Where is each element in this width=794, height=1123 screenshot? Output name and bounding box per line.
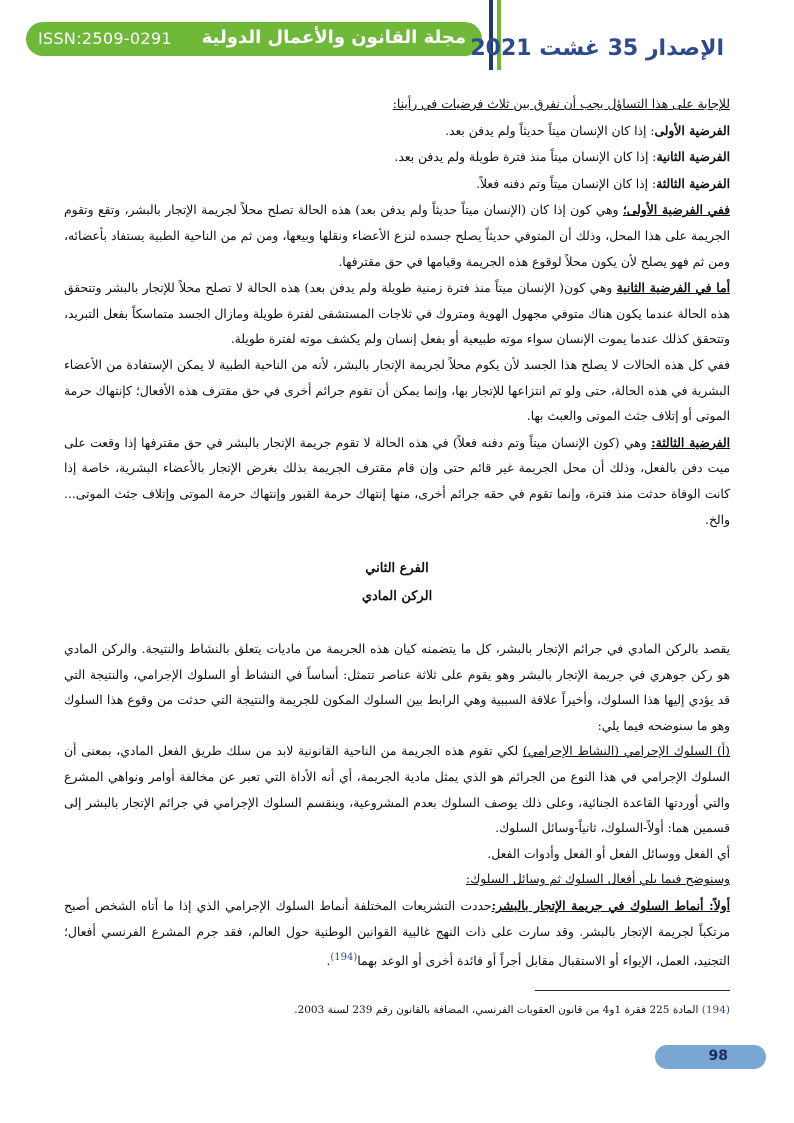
text-run: وهي (كون الإنسان ميتاً وتم دفنه فعلاً) في هذه الحالة لا تقوم جريمة الإتجار بالبشر في حق مقترفها إذا وقعت على ميت دفن بالفعل، وذلك أن محل الجريمة غير قائم حتى وإن قام مقترف الجريمة بذلك بغرض الإتجار بالأعضاء البشرية، خاصة إذا كانت الوفاة حدثت منذ فترة، وإنما تقوم في حقه جرائم أخرى، منها إنتهاك حرمة القبور وإنتهاك حرمة الموتى وإتلاف جثث الموتى... والخ.: [64, 435, 730, 527]
text-run: أولاً: أنماط السلوك في جريمة الإتجار بالبشر:: [491, 898, 730, 914]
footnote-number: (194): [701, 1004, 730, 1016]
page-number: 98: [708, 1048, 728, 1064]
paragraph-group-2: [64, 637, 730, 975]
page-number-badge: [655, 1045, 766, 1069]
paragraph: [64, 739, 730, 841]
article-body: [64, 92, 730, 975]
text-run: لكي تقوم هذه الجريمة من الناحية القانونية لابد من سلك طريق الفعل المادي، بمعنى أن السلوك الإجرامي في هذا النوع من الجرائم هو الذي يمثل مادية الجريمة، أي أنه الأداة التي تعبر عن مخالفة أوامر ونواهي المشرع والتي أوردتها القاعدة الجنائية، وعلى ذلك يوصف السلوك بعدم المشروعية، وينقسم السلوك الإجرامي في جرائم الإتجار بالبشر إلى قسمين هما: أولاً-السلوك، ثانياً-وسائل السلوك.: [64, 744, 730, 836]
section-heading-title: الركن المادي: [361, 589, 433, 605]
text-run: للإجابة على هذا التساؤل يجب أن نفرق بين ثلاث فرضيات في رأينا:: [392, 97, 730, 111]
text-run: أي الفعل ووسائل الفعل أو الفعل وأدوات الفعل.: [487, 846, 730, 861]
issue-label: الإصدار 35 غشت 2021: [470, 36, 724, 61]
text-run: أما في الفرضية الثانية: [616, 280, 730, 296]
paragraph: [64, 197, 730, 275]
text-run: : إذا كان الإنسان ميتاً منذ فترة طويلة ولم يدفن بعد.: [394, 150, 657, 165]
text-run: الفرضية الثانية: [656, 149, 730, 165]
journal-title: مجلة القانون والأعمال الدولية: [201, 27, 466, 48]
text-run: الفرضية الثالثة:: [651, 434, 730, 450]
paragraph: [64, 353, 730, 430]
footnote-separator: [535, 990, 730, 991]
paragraph: [64, 92, 730, 118]
paragraph-group-1: [64, 92, 730, 533]
paragraph: [64, 637, 730, 739]
text-run: الفرضية الأولى: [654, 122, 730, 138]
text-run: وسنوضح فيما يلي أفعال السلوك ثم وسائل السلوك:: [466, 872, 730, 887]
paragraph: [64, 118, 730, 145]
text-run: حددت التشريعات المختلفة أنماط السلوك الإجرامي الذي إذا ما أتاه الشخص أصبح مرتكباً لجريمة الإتجار بالبشر. وقد سارت على ذات النهج غالبية القوانين الوطنية حول العالم، فقد جرم المشرع الفرنسي أفعال؛ التجنيد، العمل، الإيواء أو الاستقبال مقابل أجراً أو فائدة أخرى أو الوعد بهما: [64, 899, 730, 969]
text-run: يقصد بالركن المادي في جرائم الإتجار بالبشر، كل ما يتضمنه كيان هذه الجريمة من ماديات يتعلق بالنشاط والنتيجة. والركن المادي هو ركن جوهري في جريمة الإتجار بالبشر وهو يقوم على ثلاثة عناصر تتمثل: أساساً في النشاط أو السلوك الإجرامي، والنتيجة التي قد يؤدي إليها هذا السلوك، وأخيراً علاقة السببية وهي الرابط بين السلوك المكون للجريمة والنتيجة التي حدثت من وقوع هذا السلوك وهو ما سنوضحه فيما يلي:: [64, 642, 730, 733]
footnote-reference: (194): [330, 952, 358, 964]
text-run: .: [326, 954, 331, 969]
paragraph: [64, 867, 730, 893]
text-run: وهي كون إذا كان (الإنسان ميتاً حديثاً ولم يدفن بعد) هذه الحالة تصلح محلاً لجريمة الإتجار بالبشر، وتقع وتقوم الجريمة على هذا المحل، وذلك أن المتوفي حديثاً يصلح جسده لنزع الأعضاء ونقلها وبيعها، ومن ثم من الناحية الطبية يستفاد بأعضائه، ومن ثم فهو يصلح لأن يكون محلاً لوقوع هذه الجريمة وقيامها في حق مقترفها.: [64, 203, 730, 269]
text-run: (أ) السلوك الإجرامي (النشاط الإجرامي): [522, 744, 730, 759]
text-run: وهي كون( الإنسان ميتاً منذ فترة زمنية طويلة ولم يدفن بعد) هذه الحالة لا تصلح محلاً للإتجار بالبشر وتتحقق هذه الحالة عندما يكون هناك متوفي مجهول الهوية ومتروك في ثلاجات المستشفى لفترة طويلة ومازال الجسد متماسكاً بفعل التبريد، وتتحقق كذلك عندما يموت الإنسان سواء موته طبيعية أو بفعل إنسان ولم يكشف موته لفترة طويلة.: [64, 281, 730, 347]
paragraph: [64, 842, 730, 868]
text-run: ففي كل هذه الحالات لا يصلح هذا الجسد لأن يكوم محلاً لجريمة الإتجار بالبشر، لأنه من الناحية الطبية لا يمكن الإستفادة من الأعضاء البشرية في هذه الحالة، حتى ولو تم انتزاعها للإتجار بها، وإنما يمكن أن تقوم جرائم أخرى في حق مقترف هذه الأفعال؛ كإنتهاك حرمة الموتى أو إتلاف جثث الموتى والعبث بها.: [64, 357, 730, 424]
issn-label: ISSN:2509-0291: [38, 29, 172, 48]
text-run: الفرضية الثالثة: [656, 175, 730, 191]
paragraph: [64, 893, 730, 975]
paragraph: [64, 144, 730, 171]
text-run: ففي الفرضية الأولى؛: [622, 202, 730, 218]
paragraph: [64, 430, 730, 533]
footnote: [64, 1000, 730, 1020]
text-run: : إذا كان الإنسان ميتاً وتم دفنه فعلاً.: [476, 176, 657, 191]
footnote-text: المادة 225 فقرة 1و4 من قانون العقوبات الفرنسي، المضافة بالقانون رقم 239 لسنة 2003.: [294, 1004, 702, 1016]
section-heading-branch: الفرع الثاني: [365, 561, 429, 577]
text-run: : إذا كان الإنسان ميتاً حديثاً ولم يدفن بعد.: [445, 123, 655, 138]
paragraph: [64, 275, 730, 353]
paragraph: [64, 171, 730, 198]
journal-header-bar: [26, 22, 482, 56]
